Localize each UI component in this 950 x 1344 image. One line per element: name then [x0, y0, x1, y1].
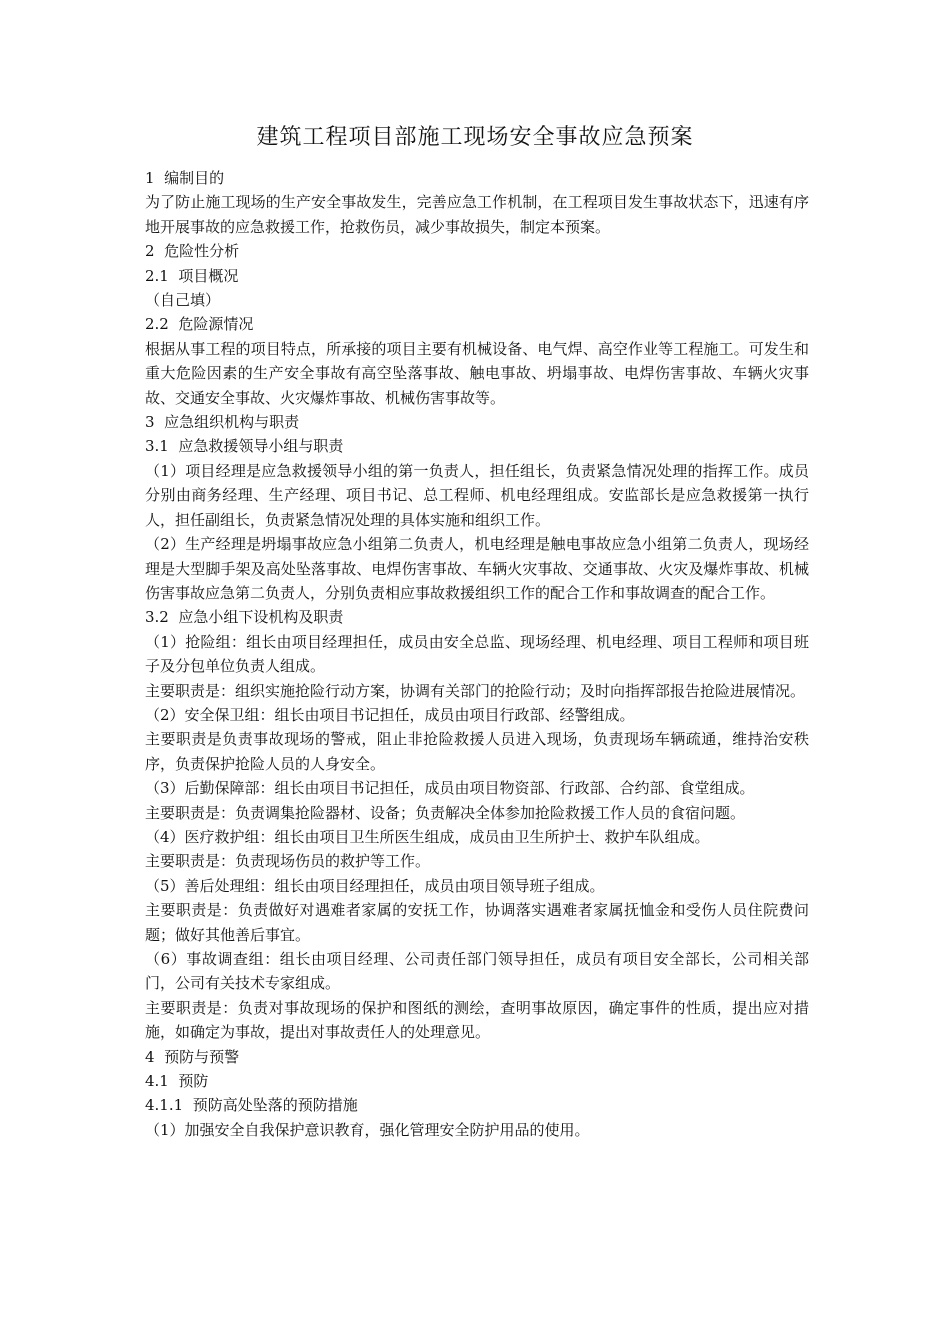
paragraph: 根据从事工程的项目特点，所承接的项目主要有机械设备、电气焊、高空作业等工程施工。可发生和重大危险因素的生产安全事故有高空坠落事故、触电事故、坍塌事故、电焊伤害事故、车辆火灾事故、交通安全事故、火灾爆炸事故、机械伤害事故等。	[145, 339, 809, 407]
paragraph: 主要职责是负责事故现场的警戒，阻止非抢险救援人员进入现场，负责现场车辆疏通，维持治安秩序，负责保护抢险人员的人身安全。	[145, 730, 809, 773]
paragraph: （2）生产经理是坍塌事故应急小组第二负责人，机电经理是触电事故应急小组第二负责人，现场经理是大型脚手架及高处坠落事故、电焊伤害事故、车辆火灾事故、交通事故、火灾及爆炸事故、机械伤害事故应急第二负责人，分别负责相应事故救援组织工作的配合工作和事故调查的配合工作。	[145, 535, 809, 602]
heading-2: 2 危险性分析	[145, 242, 240, 261]
paragraph: （5）善后处理组：组长由项目经理担任，成员由项目领导班子组成。	[145, 876, 605, 895]
heading-4-1: 4.1 预防	[145, 1072, 209, 1091]
document-body	[145, 166, 809, 1142]
paragraph: 为了防止施工现场的生产安全事故发生，完善应急工作机制，在工程项目发生事故状态下，迅速有序地开展事故的应急救援工作，抢救伤员，减少事故损失，制定本预案。	[145, 193, 809, 236]
paragraph: （1）抢险组：组长由项目经理担任，成员由安全总监、现场经理、机电经理、项目工程师和项目班子及分包单位负责人组成。	[145, 632, 809, 676]
paragraph: （3）后勤保障部：组长由项目书记担任，成员由项目物资部、行政部、合约部、食堂组成。	[145, 779, 755, 798]
heading-3-2: 3.2 应急小组下设机构及职责	[145, 608, 344, 627]
paragraph: （1）加强安全自我保护意识教育，强化管理安全防护用品的使用。	[145, 1120, 590, 1139]
paragraph: （6）事故调查组：组长由项目经理、公司责任部门领导担任，成员有项目安全部长，公司相关部门，公司有关技术专家组成。	[145, 950, 809, 993]
paragraph: （1）项目经理是应急救援领导小组的第一负责人，担任组长，负责紧急情况处理的指挥工作。成员分别由商务经理、生产经理、项目书记、总工程师、机电经理组成。安监部长是应急救援第一执行人，担任副组长，负责紧急情况处理的具体实施和组织工作。	[145, 461, 809, 529]
document-title: 建筑工程项目部施工现场安全事故应急预案	[256, 125, 694, 150]
heading-3-1: 3.1 应急救援领导小组与职责	[145, 437, 344, 456]
paragraph: （4）医疗救护组：组长由项目卫生所医生组成，成员由卫生所护士、救护车队组成。	[145, 827, 710, 846]
paragraph: 主要职责是：负责对事故现场的保护和图纸的测绘，查明事故原因，确定事件的性质，提出应对措施，如确定为事故，提出对事故责任人的处理意见。	[145, 998, 809, 1042]
paragraph: （自己填）	[145, 291, 221, 310]
heading-2-2: 2.2 危险源情况	[145, 315, 254, 334]
heading-4-1-1: 4.1.1 预防高处坠落的预防措施	[145, 1096, 358, 1115]
paragraph: 主要职责是：负责调集抢险器材、设备；负责解决全体参加抢险救援工作人员的食宿问题。	[145, 803, 746, 822]
heading-1: 1 编制目的	[145, 169, 225, 187]
paragraph: （2）安全保卫组：组长由项目书记担任，成员由项目行政部、经警组成。	[145, 705, 635, 724]
paragraph: 主要职责是：负责现场伤员的救护等工作。	[145, 852, 431, 871]
paragraph: 主要职责是：组织实施抢险行动方案，协调有关部门的抢险行动；及时向指挥部报告抢险进展情况。	[145, 681, 806, 700]
heading-2-1: 2.1 项目概况	[145, 266, 239, 285]
heading-3: 3 应急组织机构与职责	[145, 413, 300, 432]
heading-4: 4 预防与预警	[145, 1047, 240, 1066]
paragraph: 主要职责是：负责做好对遇难者家属的安抚工作，协调落实遇难者家属抚恤金和受伤人员住院费问题；做好其他善后事宜。	[145, 901, 809, 944]
